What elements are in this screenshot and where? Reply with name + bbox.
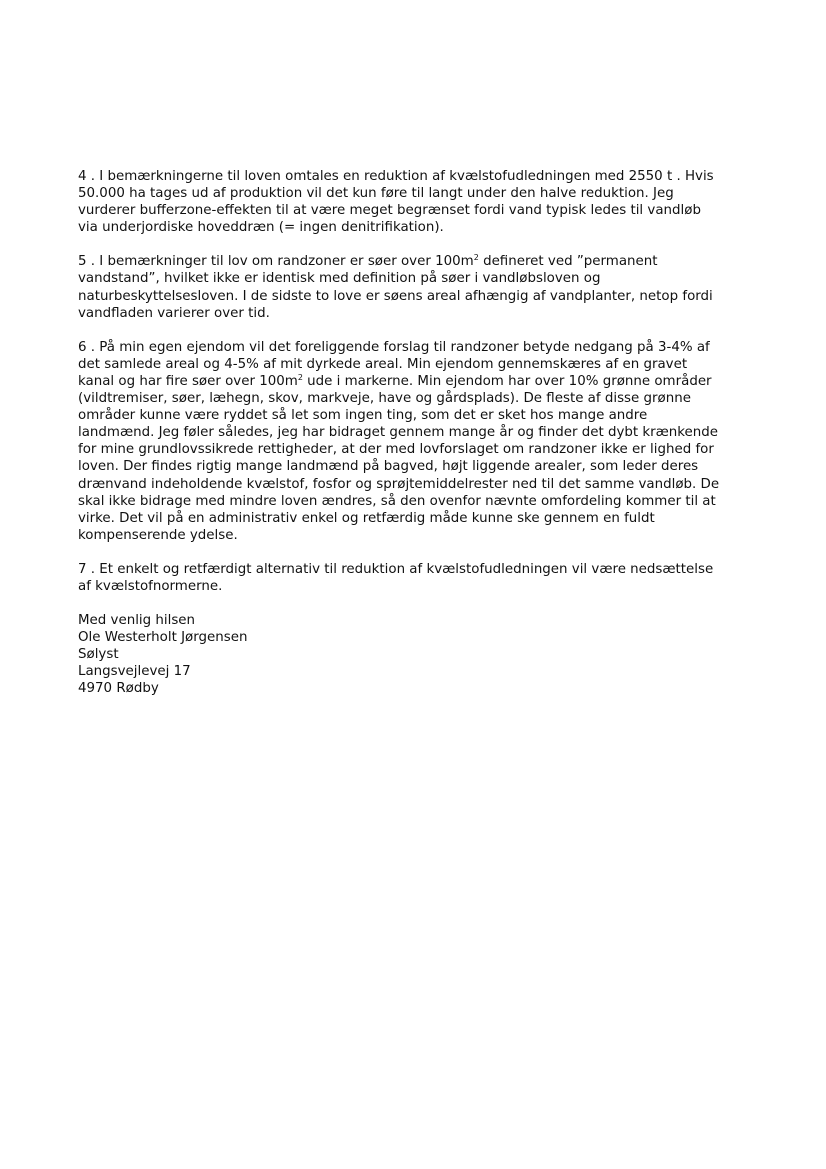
- paragraph-line: 50.000 ha tages ud af produktion vil det kun føre til langt under den halve reduktion. Jeg: [78, 186, 674, 202]
- paragraph-line: loven. Der findes rigtig mange landmænd på bagved, højt liggende arealer, som leder deres: [78, 459, 699, 475]
- line-text: ude i markerne. Min ejendom har over 10% grønne områder: [302, 373, 712, 389]
- paragraph-line: 7 . Et enkelt og retfærdigt alternativ til reduktion af kvælstofudledningen vil være nedsættelse: [78, 561, 714, 577]
- line-text: 5 . I bemærkninger til lov om randzoner er søer over 100m: [78, 254, 474, 270]
- paragraph-line: naturbeskyttelsesloven. I de sidste to love er søens areal afhængig af vandplanter, netop fordi: [78, 288, 713, 304]
- paragraph-line: vandstand”, hvilket ikke er identisk med definition på søer i vandløbsloven og: [78, 271, 601, 287]
- paragraph-4: [78, 168, 768, 236]
- paragraph-7: [78, 561, 768, 595]
- paragraph-line: det samlede areal og 4-5% af mit dyrkede areal. Min ejendom gennemskæres af en gravet: [78, 356, 688, 372]
- paragraph-line: [78, 253, 768, 270]
- paragraph-line: områder kunne være ryddet så let som ingen ting, som det er sket hos mange andre: [78, 408, 648, 424]
- paragraph-line: [78, 373, 768, 390]
- paragraph-line: vurderer bufferzone-effekten til at være meget begrænset fordi vand typisk ledes til vandløb: [78, 203, 701, 219]
- letter-body: [78, 168, 768, 698]
- superscript: 2: [473, 253, 479, 263]
- sender-farm: Sølyst: [78, 647, 119, 663]
- paragraph-line: vandfladen varierer over tid.: [78, 305, 270, 321]
- paragraph-5: [78, 253, 768, 321]
- paragraph-line: landmænd. Jeg føler således, jeg har bidraget gennem mange år og finder det dybt krænkende: [78, 425, 719, 441]
- paragraph-line: virke. Det vil på en administrativ enkel og retfærdig måde kunne ske gennem en fuldt: [78, 510, 655, 526]
- sender-city: 4970 Rødby: [78, 681, 159, 697]
- sender-name: Ole Westerholt Jørgensen: [78, 630, 248, 646]
- sender-street: Langsvejlevej 17: [78, 664, 191, 680]
- paragraph-line: af kvælstofnormerne.: [78, 578, 223, 594]
- line-text: defineret ved ”permanent: [478, 254, 658, 270]
- paragraph-line: via underjordiske hoveddræn (= ingen denitrifikation).: [78, 220, 444, 236]
- paragraph-line: 4 . I bemærkningerne til loven omtales en reduktion af kvælstofudledningen med 2550 t . Hvis: [78, 169, 714, 184]
- superscript: 2: [297, 372, 303, 382]
- paragraph-line: drænvand indeholdende kvælstof, fosfor og sprøjtemiddelrester ned til det samme vandløb. De: [78, 476, 720, 492]
- paragraph-6: [78, 339, 768, 544]
- paragraph-line: (vildtremiser, søer, læhegn, skov, markveje, have og gårdsplads). De fleste af disse grønne: [78, 391, 691, 407]
- line-text: kanal og har fire søer over 100m: [78, 373, 298, 389]
- paragraph-line: for mine grundlovssikrede rettigheder, at der med lovforslaget om randzoner ikke er lighed for: [78, 442, 714, 458]
- closing-text: Med venlig hilsen: [78, 613, 196, 629]
- paragraph-line: 6 . På min egen ejendom vil det foreliggende forslag til randzoner betyde nedgang på 3-4% af: [78, 339, 710, 355]
- paragraph-line: skal ikke bidrage med mindre loven ændres, så den ovenfor nævnte omfordeling kommer til at: [78, 493, 716, 509]
- signature-block: [78, 612, 768, 697]
- paragraph-line: kompenserende ydelse.: [78, 527, 238, 543]
